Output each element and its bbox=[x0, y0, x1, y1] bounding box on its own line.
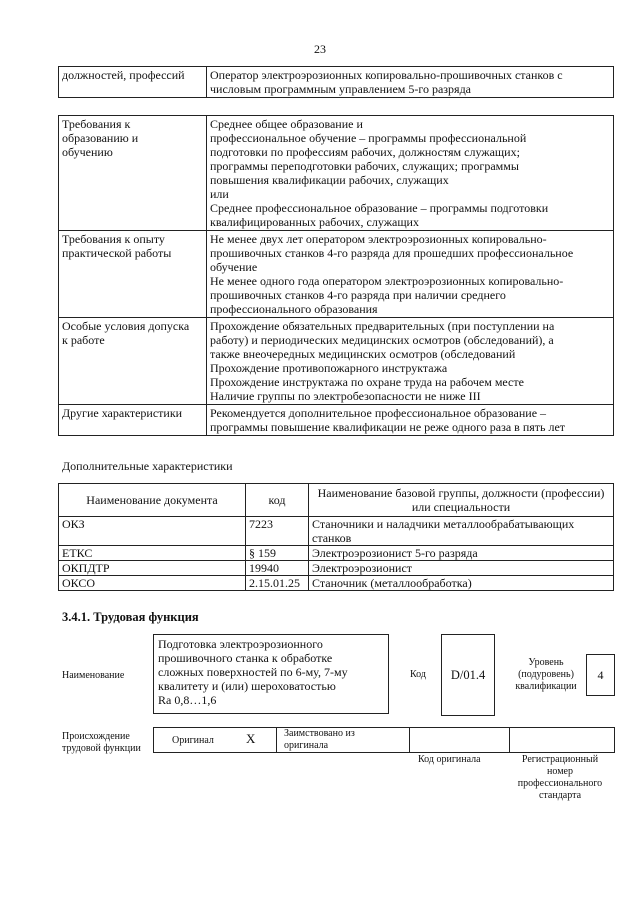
text-line: Другие характеристики bbox=[62, 406, 183, 420]
row-label bbox=[59, 231, 207, 318]
origin-row bbox=[153, 727, 615, 753]
row-value bbox=[207, 405, 614, 436]
doc-cell: ЕТКС bbox=[59, 546, 246, 561]
text-line: профессиональное обучение – программы профессиональной bbox=[210, 131, 527, 145]
code-cell: 19940 bbox=[246, 561, 309, 576]
code-cell: 7223 bbox=[246, 517, 309, 546]
text-line: квалифицированных рабочих, служащих bbox=[210, 215, 419, 229]
table-row bbox=[59, 67, 614, 98]
additional-characteristics-table bbox=[58, 483, 614, 591]
text-line: профессионального образования bbox=[210, 302, 378, 316]
text-line: квалификации bbox=[515, 681, 577, 692]
page-number: 23 bbox=[314, 42, 326, 56]
code-value-box bbox=[441, 634, 495, 716]
table-row bbox=[59, 546, 614, 561]
doc-cell: ОКПДТР bbox=[59, 561, 246, 576]
text-line: Требования к опыту bbox=[62, 232, 165, 246]
text-line: Требования к bbox=[62, 117, 131, 131]
text-line: Подготовка электроэрозионного bbox=[158, 637, 323, 651]
text-line: Уровень bbox=[528, 657, 564, 668]
text-line: Наличие группы по электробезопасности не ниже III bbox=[210, 389, 481, 403]
text-line: номер bbox=[547, 766, 573, 777]
text-line: обучению bbox=[62, 145, 113, 159]
level-label bbox=[500, 657, 592, 693]
row-value bbox=[207, 231, 614, 318]
code-value: D/01.4 bbox=[450, 668, 486, 682]
orig-code-label: Код оригинала bbox=[418, 754, 481, 765]
level-value: 4 bbox=[597, 668, 604, 682]
job-title-table bbox=[58, 66, 614, 98]
text-line: программы повышение квалификации не реже одного раза в пять лет bbox=[210, 420, 566, 434]
column-header: Наименование базовой группы, должности (профессии) или специальности bbox=[309, 484, 614, 517]
doc-cell: ОКСО bbox=[59, 576, 246, 591]
original-label: Оригинал bbox=[172, 735, 214, 746]
row-value bbox=[207, 116, 614, 231]
row-label bbox=[59, 116, 207, 231]
column-header: код bbox=[246, 484, 309, 517]
text-line: оригинала bbox=[284, 740, 329, 751]
text-line: прошивочных станков 4-го разряда при наличии среднего bbox=[210, 288, 506, 302]
level-value-box bbox=[586, 654, 615, 696]
text-line: Особые условия допуска bbox=[62, 319, 190, 333]
text-line: также внеочередных медицинских осмотров (обследований bbox=[210, 347, 516, 361]
orig-code-cell bbox=[409, 728, 510, 752]
text-line: Рекомендуется дополнительное профессиональное образование – bbox=[210, 406, 547, 420]
row-label bbox=[59, 405, 207, 436]
text-line: числовым программным управлением 5-го разряда bbox=[210, 82, 471, 96]
text-line: трудовой функции bbox=[62, 743, 141, 754]
reg-number-cell bbox=[509, 728, 614, 752]
text-line: квалитету и (или) шероховатостью bbox=[158, 679, 336, 693]
text-line: прошивочного станка к обработке bbox=[158, 651, 333, 665]
code-cell: 2.15.01.25 bbox=[246, 576, 309, 591]
text-line: к работе bbox=[62, 333, 105, 347]
table-row bbox=[59, 231, 614, 318]
row-label bbox=[59, 318, 207, 405]
table-row bbox=[59, 318, 614, 405]
text-line: профессионального bbox=[517, 778, 603, 789]
additional-characteristics-heading: Дополнительные характеристики bbox=[62, 459, 233, 473]
text-line: Регистрационный bbox=[521, 754, 599, 765]
row-value bbox=[207, 67, 614, 98]
requirements-table bbox=[58, 115, 614, 436]
table-row bbox=[59, 405, 614, 436]
text-line: Среднее профессиональное образование – программы подготовки bbox=[210, 201, 549, 215]
name-cell: Электроэрозионист 5-го разряда bbox=[309, 546, 614, 561]
code-label: Код bbox=[410, 669, 426, 680]
text-line: Не менее двух лет оператором электроэрозионных копировально- bbox=[210, 232, 547, 246]
table-row bbox=[59, 561, 614, 576]
text-line: Прохождение противопожарного инструктажа bbox=[210, 361, 448, 375]
text-line: практической работы bbox=[62, 246, 172, 260]
text-line: (подуровень) bbox=[518, 669, 574, 680]
name-label: Наименование bbox=[62, 670, 125, 681]
text-line: работу) и периодических медицинских осмотров (обследований), а bbox=[210, 333, 554, 347]
reg-number-label bbox=[508, 754, 612, 802]
text-line: образованию и bbox=[62, 131, 139, 145]
text-line: Происхождение bbox=[62, 731, 130, 742]
table-row bbox=[59, 517, 614, 546]
text-line: Заимствовано из bbox=[284, 728, 355, 739]
text-line: Ra 0,8…1,6 bbox=[158, 693, 217, 707]
table-row bbox=[59, 576, 614, 591]
name-cell: Станочник (металлообработка) bbox=[309, 576, 614, 591]
text-line: подготовки по профессиям рабочих, должностям служащих; bbox=[210, 145, 520, 159]
origin-label bbox=[62, 731, 141, 755]
text-line: сложных поверхностей по 6-му, 7-му bbox=[158, 665, 348, 679]
table-header-row bbox=[59, 484, 614, 517]
text-line: Среднее общее образование и bbox=[210, 117, 363, 131]
section-title: 3.4.1. Трудовая функция bbox=[62, 610, 199, 624]
original-cell bbox=[154, 728, 277, 752]
function-name-box bbox=[153, 634, 389, 714]
text-line: или bbox=[210, 187, 229, 201]
original-mark: X bbox=[246, 731, 256, 746]
text-line: Оператор электроэрозионных копировально-прошивочных станков с bbox=[210, 68, 563, 82]
text-line: прошивочных станков 4-го разряда для прошедших профессиональное bbox=[210, 246, 574, 260]
text-line: Не менее одного года оператором электроэрозионных копировально- bbox=[210, 274, 564, 288]
row-label: должностей, профессий bbox=[59, 67, 207, 98]
table-row bbox=[59, 116, 614, 231]
name-cell: Станочники и наладчики металлообрабатывающих станков bbox=[309, 517, 614, 546]
text-line: обучение bbox=[210, 260, 258, 274]
name-cell: Электроэрозионист bbox=[309, 561, 614, 576]
column-header: Наименование документа bbox=[59, 484, 246, 517]
text-line: стандарта bbox=[538, 790, 582, 801]
doc-cell: ОКЗ bbox=[59, 517, 246, 546]
text-line: повышения квалификации рабочих, служащих bbox=[210, 173, 449, 187]
borrowed-label bbox=[284, 728, 355, 752]
borrowed-cell bbox=[276, 728, 410, 752]
row-value bbox=[207, 318, 614, 405]
code-cell: § 159 bbox=[246, 546, 309, 561]
text-line: Прохождение обязательных предварительных (при поступлении на bbox=[210, 319, 555, 333]
text-line: Прохождение инструктажа по охране труда на рабочем месте bbox=[210, 375, 524, 389]
text-line: программы переподготовки рабочих, служащих; программы bbox=[210, 159, 519, 173]
